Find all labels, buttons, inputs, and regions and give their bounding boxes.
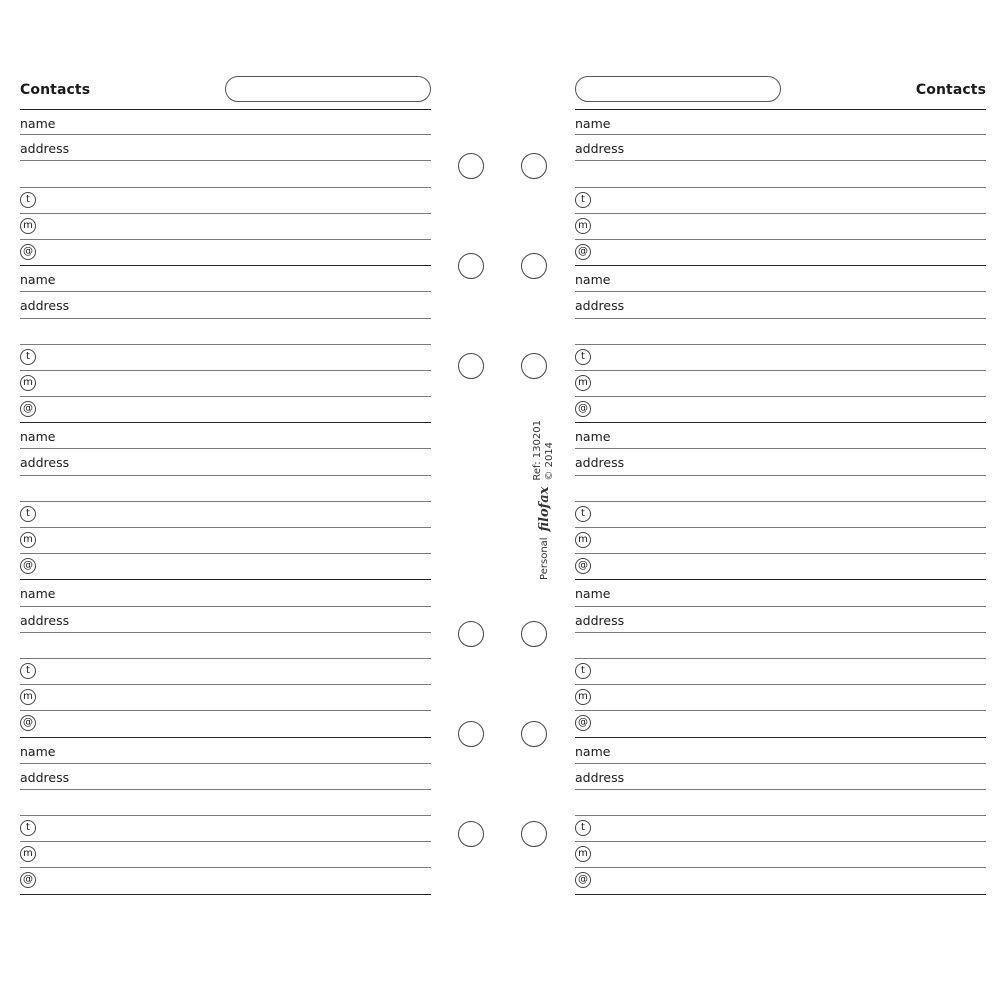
contact-phone-line[interactable] <box>20 502 431 528</box>
mobile-badge: m <box>575 846 591 862</box>
name-label: name <box>575 272 611 288</box>
binder-hole <box>458 821 484 847</box>
email-badge: @ <box>575 872 591 888</box>
email-badge: @ <box>20 401 36 417</box>
contact-address-line[interactable] <box>20 607 431 633</box>
email-badge: @ <box>575 244 591 260</box>
contact-email-line[interactable] <box>575 554 986 580</box>
contact-phone-line[interactable] <box>20 659 431 685</box>
address-label: address <box>575 612 625 628</box>
binder-hole <box>521 253 547 279</box>
contact-address-line[interactable] <box>575 135 986 161</box>
contact-mobile-line[interactable] <box>20 371 431 397</box>
name-label: name <box>575 116 611 131</box>
binder-hole <box>521 153 547 179</box>
binder-hole <box>458 153 484 179</box>
mobile-badge: m <box>20 532 36 548</box>
contact-email-line[interactable] <box>575 397 986 423</box>
contact-mobile-line[interactable] <box>20 528 431 554</box>
contact-email-line[interactable] <box>575 868 986 894</box>
name-label: name <box>575 429 611 445</box>
phone-badge: t <box>575 506 591 522</box>
contact-name-line[interactable] <box>20 580 431 606</box>
contact-address-line[interactable] <box>575 607 986 633</box>
address-label: address <box>20 769 70 785</box>
phone-badge: t <box>20 663 36 679</box>
mobile-badge: m <box>20 689 36 705</box>
name-label: name <box>575 743 611 759</box>
contact-address-line[interactable] <box>20 449 431 475</box>
phone-badge: t <box>575 663 591 679</box>
header-name-field[interactable] <box>225 76 431 102</box>
name-label: name <box>20 743 56 759</box>
contact-name-line[interactable] <box>575 109 986 135</box>
contact-address-line[interactable] <box>20 135 431 161</box>
imprint-size: Personal <box>538 537 550 580</box>
contact-mobile-line[interactable] <box>575 214 986 240</box>
contact-mobile-line[interactable] <box>20 842 431 868</box>
contact-name-line[interactable] <box>575 738 986 764</box>
phone-badge: t <box>575 192 591 208</box>
contact-address-line-2[interactable] <box>20 319 431 345</box>
contact-name-line[interactable] <box>20 423 431 449</box>
email-badge: @ <box>575 401 591 417</box>
contact-address-line-2[interactable] <box>575 161 986 187</box>
contact-name-line[interactable] <box>575 580 986 606</box>
contact-name-line[interactable] <box>20 266 431 292</box>
contact-email-line[interactable] <box>20 554 431 580</box>
contact-phone-line[interactable] <box>575 502 986 528</box>
contact-address-line[interactable] <box>20 764 431 790</box>
contact-phone-line[interactable] <box>20 188 431 214</box>
address-label: address <box>575 769 625 785</box>
phone-badge: t <box>575 820 591 836</box>
contact-address-line-2[interactable] <box>20 161 431 187</box>
imprint-copyright: © 2014 <box>544 441 555 481</box>
address-label: address <box>575 141 625 157</box>
contact-phone-line[interactable] <box>20 345 431 371</box>
header-name-field[interactable] <box>575 76 781 102</box>
page-title: Contacts <box>20 82 91 98</box>
contact-mobile-line[interactable] <box>575 685 986 711</box>
contact-phone-line[interactable] <box>575 345 986 371</box>
email-badge: @ <box>575 715 591 731</box>
contact-phone-line[interactable] <box>20 816 431 842</box>
imprint-details <box>532 420 556 481</box>
contact-phone-line[interactable] <box>575 188 986 214</box>
page-title: Contacts <box>915 82 986 98</box>
contact-address-line-2[interactable] <box>575 319 986 345</box>
binder-hole <box>521 821 547 847</box>
name-label: name <box>20 429 56 445</box>
contact-name-line[interactable] <box>20 109 431 135</box>
name-label: name <box>20 272 56 288</box>
contact-address-line-2[interactable] <box>575 633 986 659</box>
imprint-ref: Ref: 130201 <box>532 420 543 481</box>
phone-badge: t <box>575 349 591 365</box>
mobile-badge: m <box>575 532 591 548</box>
binder-hole <box>458 721 484 747</box>
email-badge: @ <box>575 558 591 574</box>
address-label: address <box>575 455 625 471</box>
email-badge: @ <box>20 558 36 574</box>
contact-mobile-line[interactable] <box>575 528 986 554</box>
contact-mobile-line[interactable] <box>20 214 431 240</box>
contact-mobile-line[interactable] <box>20 685 431 711</box>
binder-hole <box>521 721 547 747</box>
contact-address-line-2[interactable] <box>20 790 431 816</box>
contact-address-line-2[interactable] <box>575 476 986 502</box>
publisher-imprint <box>532 420 556 580</box>
contact-address-line[interactable] <box>575 764 986 790</box>
phone-badge: t <box>20 192 36 208</box>
contact-mobile-line[interactable] <box>575 842 986 868</box>
contact-email-line[interactable] <box>575 711 986 737</box>
name-label: name <box>20 116 56 131</box>
mobile-badge: m <box>575 689 591 705</box>
binder-hole <box>458 353 484 379</box>
binder-hole <box>458 253 484 279</box>
contact-email-line[interactable] <box>20 711 431 737</box>
brand-logo: filofax <box>536 486 552 532</box>
mobile-badge: m <box>20 218 36 234</box>
contact-name-line[interactable] <box>575 423 986 449</box>
address-label: address <box>20 141 70 157</box>
binder-hole <box>458 621 484 647</box>
contact-email-line[interactable] <box>575 240 986 266</box>
binder-hole <box>521 353 547 379</box>
contact-phone-line[interactable] <box>575 659 986 685</box>
contact-address-line[interactable] <box>575 292 986 318</box>
contact-list <box>20 109 431 895</box>
contact-phone-line[interactable] <box>575 816 986 842</box>
address-label: address <box>20 455 70 471</box>
phone-badge: t <box>20 506 36 522</box>
address-label: address <box>575 298 625 314</box>
contact-address-line[interactable] <box>575 449 986 475</box>
contact-name-line[interactable] <box>20 738 431 764</box>
address-label: address <box>20 298 70 314</box>
mobile-badge: m <box>575 218 591 234</box>
binder-hole <box>521 621 547 647</box>
contact-email-line[interactable] <box>20 240 431 266</box>
address-label: address <box>20 612 70 628</box>
email-badge: @ <box>20 872 36 888</box>
mobile-badge: m <box>20 846 36 862</box>
contact-mobile-line[interactable] <box>575 371 986 397</box>
contact-email-line[interactable] <box>20 397 431 423</box>
email-badge: @ <box>20 715 36 731</box>
email-badge: @ <box>20 244 36 260</box>
phone-badge: t <box>20 349 36 365</box>
contact-address-line-2[interactable] <box>20 633 431 659</box>
phone-badge: t <box>20 820 36 836</box>
contact-list <box>575 109 986 895</box>
contact-name-line[interactable] <box>575 266 986 292</box>
mobile-badge: m <box>575 375 591 391</box>
contact-email-line[interactable] <box>20 868 431 894</box>
contact-address-line-2[interactable] <box>20 476 431 502</box>
name-label: name <box>20 586 56 602</box>
contact-address-line-2[interactable] <box>575 790 986 816</box>
name-label: name <box>575 586 611 602</box>
mobile-badge: m <box>20 375 36 391</box>
contact-address-line[interactable] <box>20 292 431 318</box>
